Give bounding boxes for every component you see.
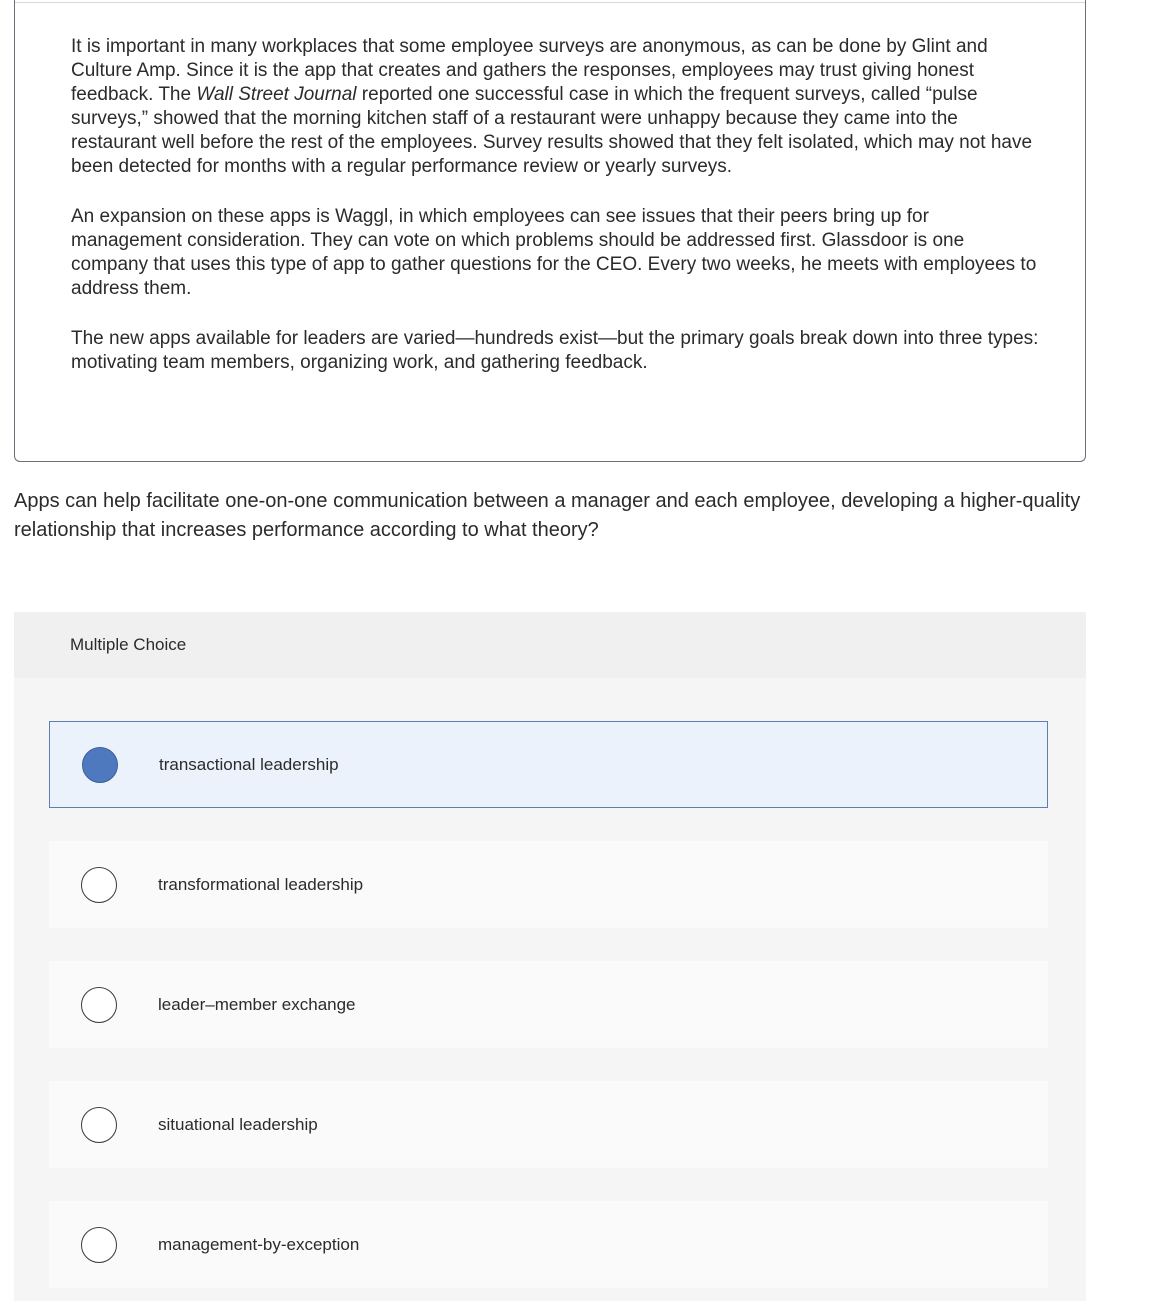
- answer-option-3[interactable]: [49, 961, 1048, 1048]
- radio-unselected-icon[interactable]: [81, 1227, 117, 1263]
- passage-content: [71, 35, 1041, 401]
- question-type-label: Multiple Choice: [70, 635, 187, 654]
- answer-option-label: leader–member exchange: [158, 994, 356, 1014]
- passage-paragraph-2: An expansion on these apps is Waggl, in which employees can see issues that their peers bring up for management consideration. They can vote on which problems should be addressed first. Glassdoor is one company that uses this type of app to gather questions for the CEO. Every two weeks, he meets with employees to address them.: [71, 206, 1037, 299]
- answer-option-1[interactable]: [49, 721, 1048, 808]
- passage-p1-text-before: It is important in many workplaces that some employee surveys are anonymous, as can be done by Glint and Culture Amp. Since it is the app that creates and gathers the responses, employees may trust giving honest feedback. The: [71, 36, 988, 105]
- answer-option-label: transactional leadership: [159, 754, 339, 774]
- radio-selected-icon[interactable]: [82, 747, 118, 783]
- answer-option-label: management-by-exception: [158, 1234, 360, 1254]
- question-prompt: Apps can help facilitate one-on-one communication between a manager and each employee, developing a higher-quality relationship that increases performance according to what theory?: [14, 490, 1081, 541]
- answer-option-5[interactable]: [49, 1201, 1048, 1288]
- reading-passage: [14, 0, 1086, 462]
- answer-option-2[interactable]: [49, 841, 1048, 928]
- answer-option-label: transformational leadership: [158, 874, 364, 894]
- passage-top-edge: [15, 0, 1085, 3]
- passage-paragraph-1: [71, 35, 1041, 179]
- publication-title: Wall Street Journal: [196, 84, 357, 105]
- radio-unselected-icon[interactable]: [81, 867, 117, 903]
- multiple-choice-header: [14, 612, 1086, 678]
- radio-unselected-icon[interactable]: [81, 987, 117, 1023]
- radio-unselected-icon[interactable]: [81, 1107, 117, 1143]
- passage-p1-text-after: reported one successful case in which the frequent surveys, called “pulse surveys,” showed that the morning kitchen staff of a restaurant were unhappy because they came into the restaurant well before the rest of the employees. Survey results showed that they felt isolated, which may not have been detected for months with a regular performance review or yearly surveys.: [71, 84, 1033, 177]
- answer-option-label: situational leadership: [158, 1114, 318, 1134]
- passage-paragraph-3: The new apps available for leaders are varied—hundreds exist—but the primary goals break down into three types: motivating team members, organizing work, and gathering feedback.: [71, 328, 1039, 373]
- answer-option-4[interactable]: [49, 1081, 1048, 1168]
- multiple-choice-panel: [14, 612, 1086, 1301]
